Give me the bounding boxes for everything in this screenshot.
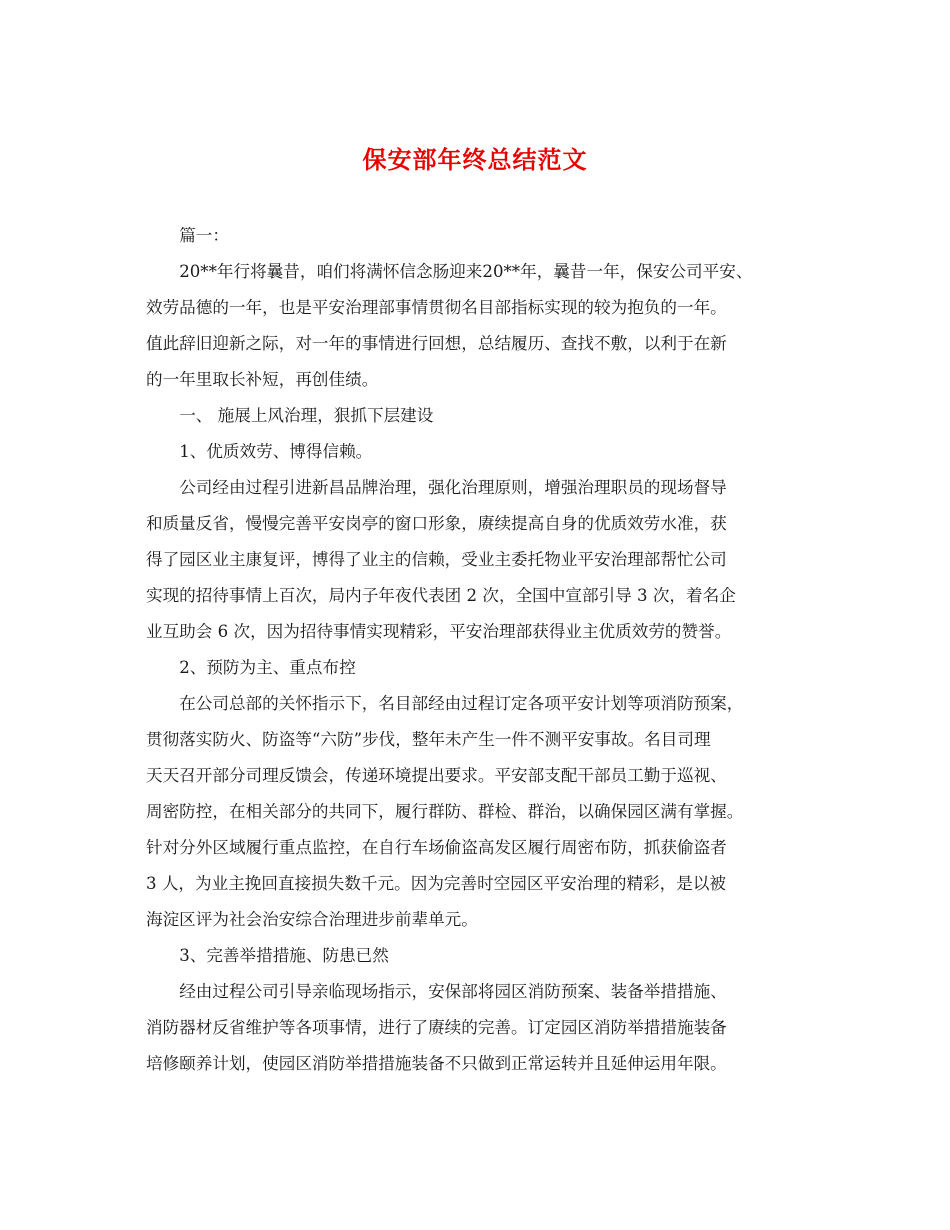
subheading-3: 3、完善举措措施、防患已然	[179, 946, 389, 965]
intro-line: 的一年里取长补短，再创佳绩。	[146, 370, 379, 389]
intro-line: 值此辞旧迎新之际，对一年的事情进行回想，总结履历、查找不敷，以利于在新	[146, 334, 727, 353]
paragraph-1	[146, 470, 814, 650]
paragraph-line: 天天召开部分司理反馈会，传递环境提出要求。平安部支配干部员工勤于巡视、	[146, 766, 727, 785]
paragraph-line: 业互助会 6 次，因为招待事情实现精彩，平安治理部获得业主优质效劳的赞誉。	[146, 622, 732, 641]
paragraph-line: 公司经由过程引进新昌品牌治理，强化治理原则，增强治理职员的现场督导	[179, 478, 727, 497]
paragraph-line: 针对分外区域履行重点监控，在自行车场偷盗高发区履行周密布防，抓获偷盗者	[146, 838, 727, 857]
paragraph-line: 在公司总部的关怀指示下，名目部经由过程订定各项平安计划等项消防预案，	[179, 694, 744, 713]
document-body	[146, 218, 814, 1082]
paragraph-2	[146, 686, 814, 938]
paragraph-line: 实现的招待事情上百次，局内子年夜代表团 2 次，全国中宣部引导 3 次，着名企	[146, 586, 736, 605]
paragraph-line: 贯彻落实防火、防盗等“六防”步伐，整年未产生一件不测平安事故。名目司理	[146, 730, 711, 749]
intro-line: 效劳品德的一年，也是平安治理部事情贯彻名目部指标实现的较为抱负的一年。	[146, 298, 727, 317]
paragraph-line: 海淀区评为社会治安综合治理进步前辈单元。	[146, 910, 478, 929]
document-title: 保安部年终总结范文	[362, 145, 588, 174]
paragraph-line: 培修颐养计划，使园区消防举措措施装备不只做到正常运转并且延伸运用年限。	[146, 1054, 727, 1073]
heading-1: 一、 施展上风治理，狠抓下层建设	[179, 406, 434, 425]
intro-paragraph	[146, 254, 814, 398]
paragraph-line: 消防器材反省维护等各项事情，进行了赓续的完善。订定园区消防举措措施装备	[146, 1018, 727, 1037]
paragraph-line: 周密防控，在相关部分的共同下，履行群防、群检、群治，以确保园区满有掌握。	[146, 802, 744, 821]
paragraph-line: 3 人，为业主挽回直接损失数千元。因为完善时空园区平安治理的精彩，是以被	[146, 874, 727, 893]
subheading-2: 2、预防为主、重点布控	[179, 658, 356, 677]
section-label: 篇一：	[179, 226, 229, 245]
paragraph-line: 和质量反省，慢慢完善平安岗亭的窗口形象，赓续提高自身的优质效劳水准，获	[146, 514, 727, 533]
paragraph-line: 得了园区业主康复评，博得了业主的信赖，受业主委托物业平安治理部帮忙公司	[146, 550, 727, 569]
intro-line: 20**年行将曩昔，咱们将满怀信念肠迎来20**年，曩昔一年，保安公司平安、	[179, 262, 753, 281]
paragraph-3	[146, 974, 814, 1082]
subheading-1: 1、优质效劳、博得信赖。	[179, 442, 373, 461]
paragraph-line: 经由过程公司引导亲临现场指示，安保部将园区消防预案、装备举措措施、	[179, 982, 727, 1001]
